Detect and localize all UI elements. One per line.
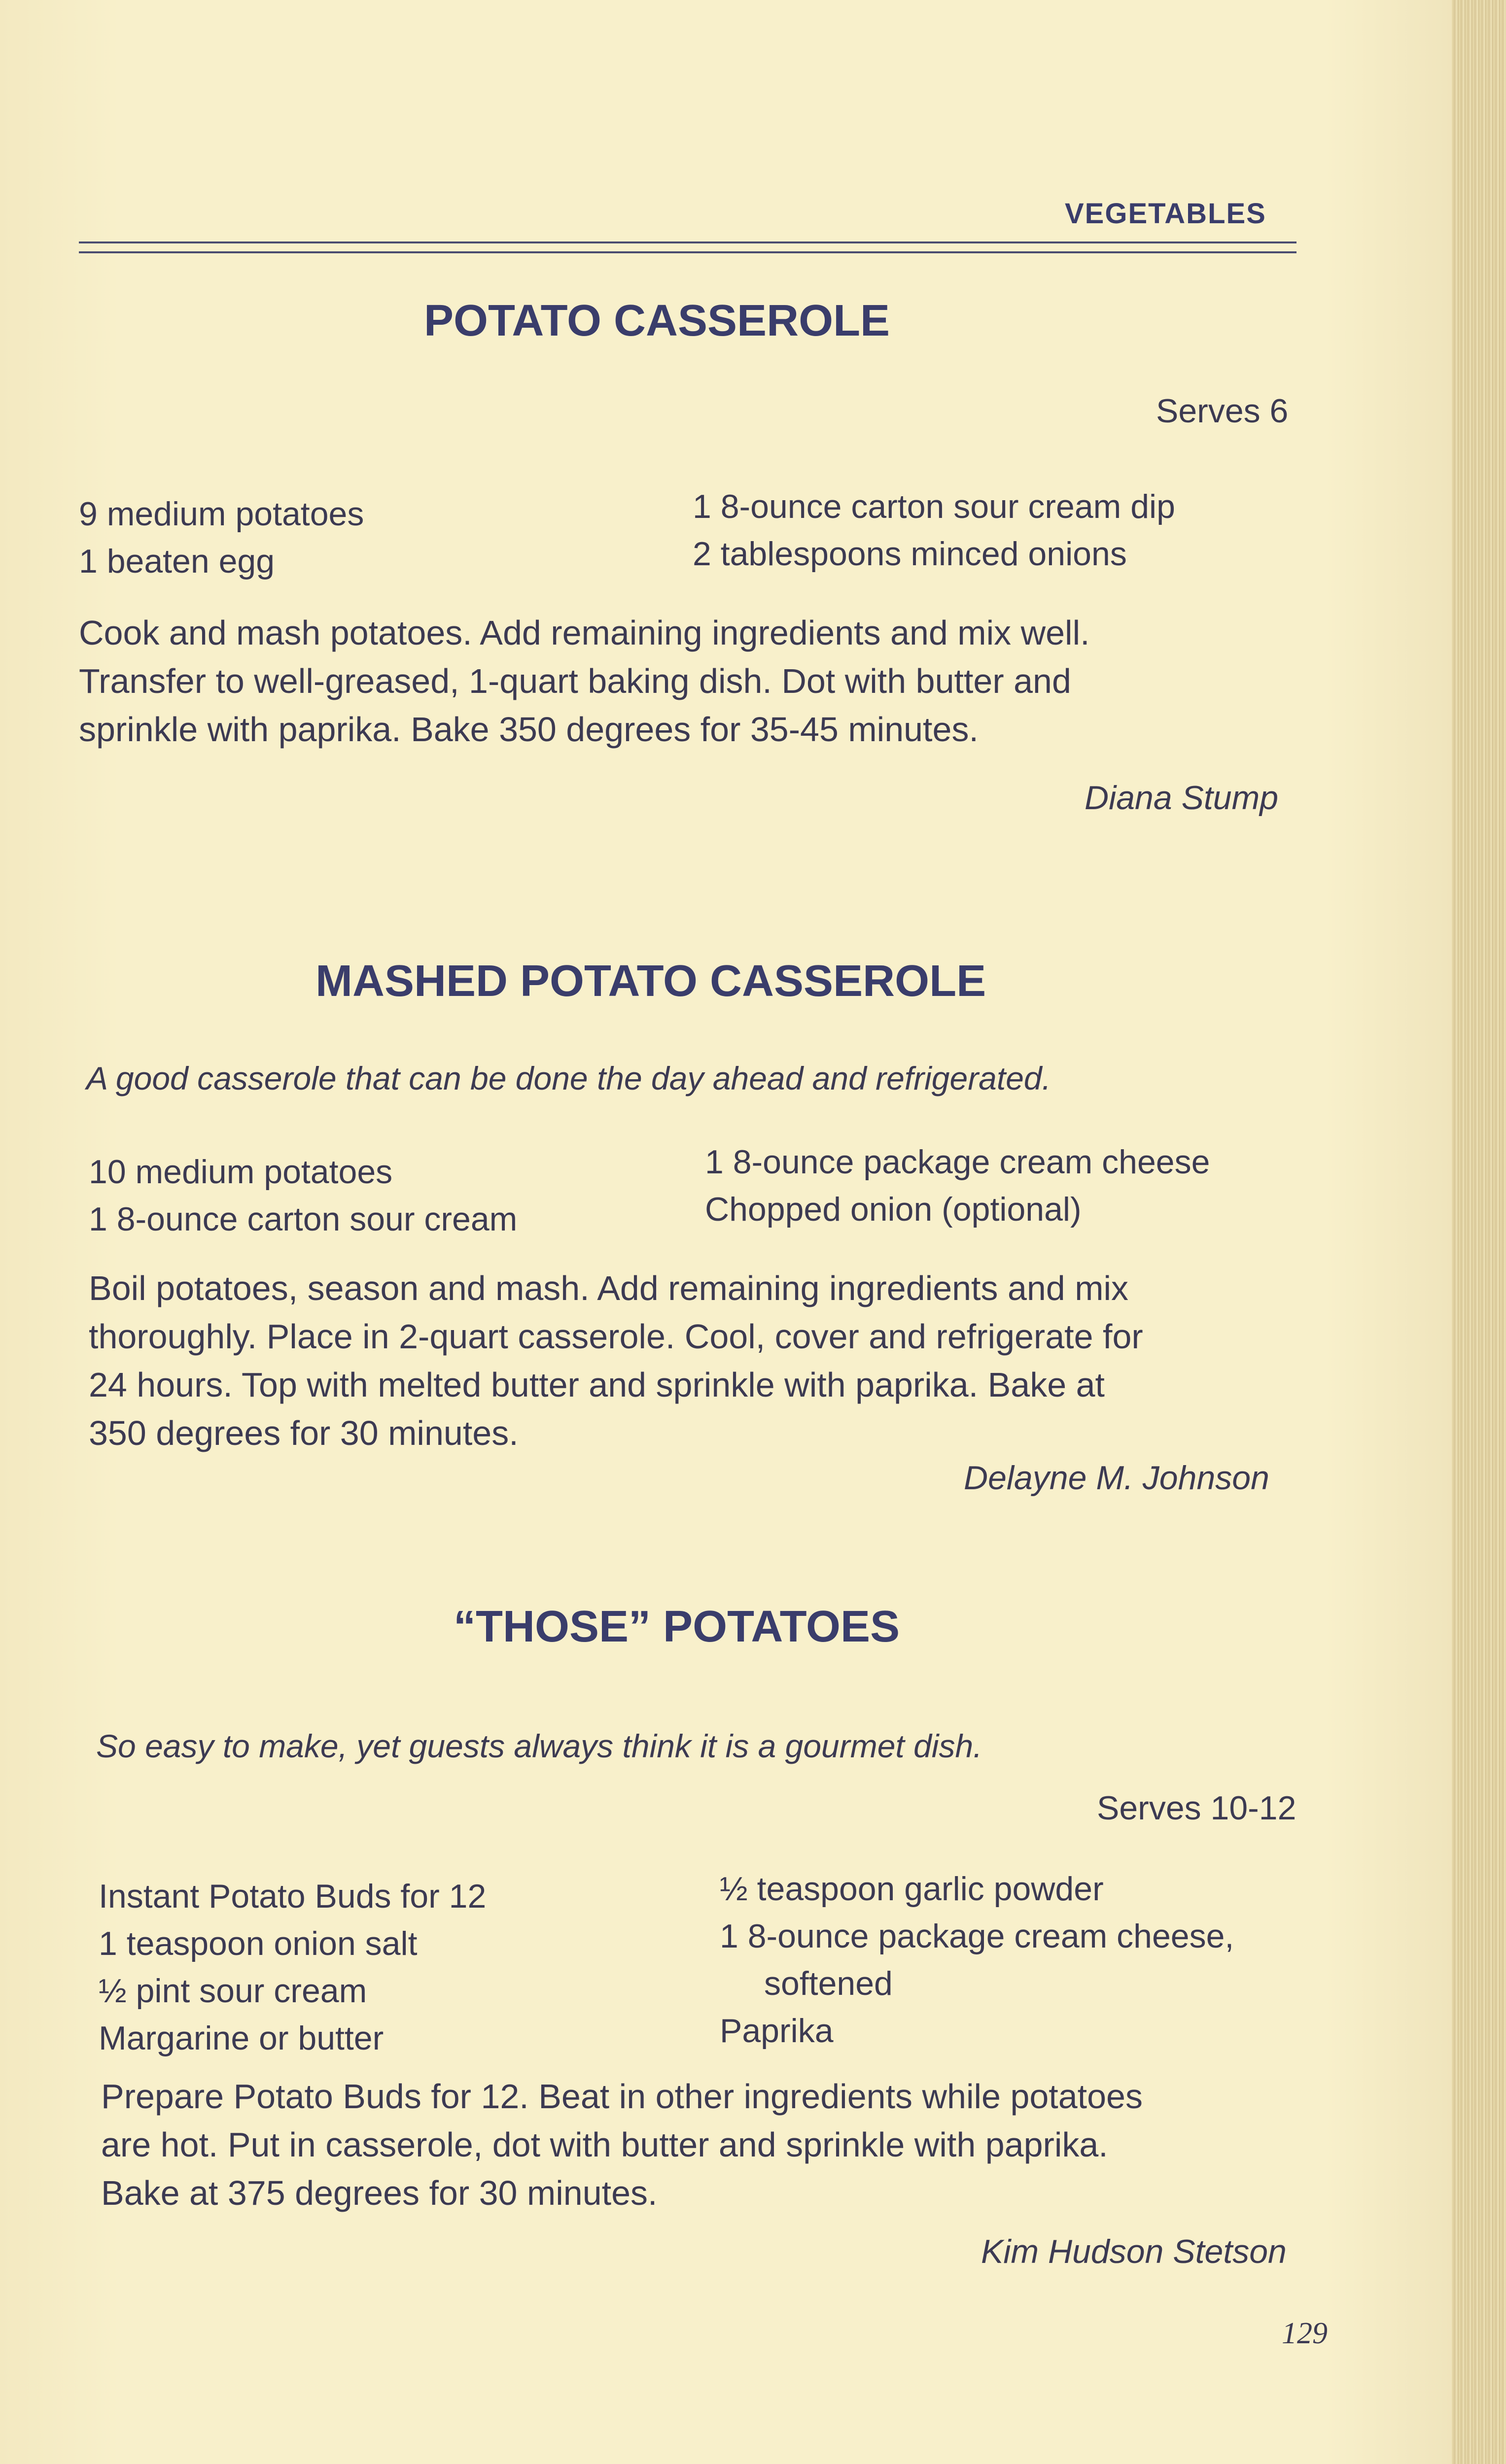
recipe-title-potato-casserole: POTATO CASSEROLE [424,296,890,345]
directions-line: Cook and mash potatoes. Add remaining ingredients and mix well. [79,614,1090,652]
directions-line: are hot. Put in casserole, dot with butter and sprinkle with paprika. [101,2125,1108,2164]
ingredient: Instant Potato Buds for 12 [99,1878,487,1915]
directions-line: Boil potatoes, season and mash. Add remaining ingredients and mix [89,1269,1129,1307]
ingredient: 1 beaten egg [79,543,275,580]
ingredient: Paprika [720,2012,834,2050]
directions-line: thoroughly. Place in 2-quart casserole. Cool, cover and refrigerate for [89,1317,1143,1356]
recipe-directions [101,2072,1353,2217]
ingredients-left [89,1148,517,1243]
directions-line: Prepare Potato Buds for 12. Beat in other ingredients while potatoes [101,2077,1143,2116]
ingredients-right [693,483,1175,578]
ingredient: 9 medium potatoes [79,495,364,533]
ingredient: 1 8-ounce carton sour cream dip [693,488,1175,525]
recipe-directions [79,609,1331,753]
ingredients-left [79,490,364,585]
header-rule-top [79,241,1296,243]
ingredient: Chopped onion (optional) [705,1191,1082,1228]
ingredient: 1 teaspoon onion salt [99,1925,418,1962]
ingredient: 10 medium potatoes [89,1153,393,1191]
recipe-title-those-potatoes: “THOSE” POTATOES [454,1602,900,1651]
header-rule-bottom [79,251,1296,253]
recipe-author: Diana Stump [1085,779,1279,817]
section-header: VEGETABLES [1065,198,1266,230]
ingredients-left [99,1873,486,2062]
page-edge [1452,0,1506,2464]
recipe-serves: Serves 6 [1156,392,1289,430]
recipe-directions [89,1264,1341,1457]
ingredient: ½ pint sour cream [99,1972,367,2010]
ingredient: 2 tablespoons minced onions [693,535,1127,573]
ingredient: Margarine or butter [99,2019,384,2057]
recipe-title-mashed-potato-casserole: MASHED POTATO CASSEROLE [315,957,986,1006]
ingredient: 1 8-ounce package cream cheese [705,1143,1210,1181]
ingredient: 1 8-ounce carton sour cream [89,1200,518,1238]
page-number: 129 [1282,2317,1328,2350]
ingredients-right [720,1865,1234,2054]
ingredients-right [705,1138,1210,1233]
recipe-serves: Serves 10-12 [1097,1789,1296,1827]
directions-line: 24 hours. Top with melted butter and sprinkle with paprika. Bake at [89,1366,1105,1404]
recipe-author: Kim Hudson Stetson [981,2233,1287,2270]
recipe-author: Delayne M. Johnson [964,1459,1269,1497]
directions-line: Transfer to well-greased, 1-quart baking dish. Dot with butter and [79,662,1071,700]
directions-line: 350 degrees for 30 minutes. [89,1414,519,1452]
directions-line: sprinkle with paprika. Bake 350 degrees for 35-45 minutes. [79,710,979,749]
recipe-intro: A good casserole that can be done the day ahead and refrigerated. [86,1060,1051,1096]
directions-line: Bake at 375 degrees for 30 minutes. [101,2174,658,2212]
ingredient: softened [764,1965,893,2002]
ingredient: ½ teaspoon garlic powder [720,1870,1104,1908]
recipe-intro: So easy to make, yet guests always think it is a gourmet dish. [96,1728,982,1764]
ingredient: 1 8-ounce package cream cheese, [720,1917,1234,1955]
